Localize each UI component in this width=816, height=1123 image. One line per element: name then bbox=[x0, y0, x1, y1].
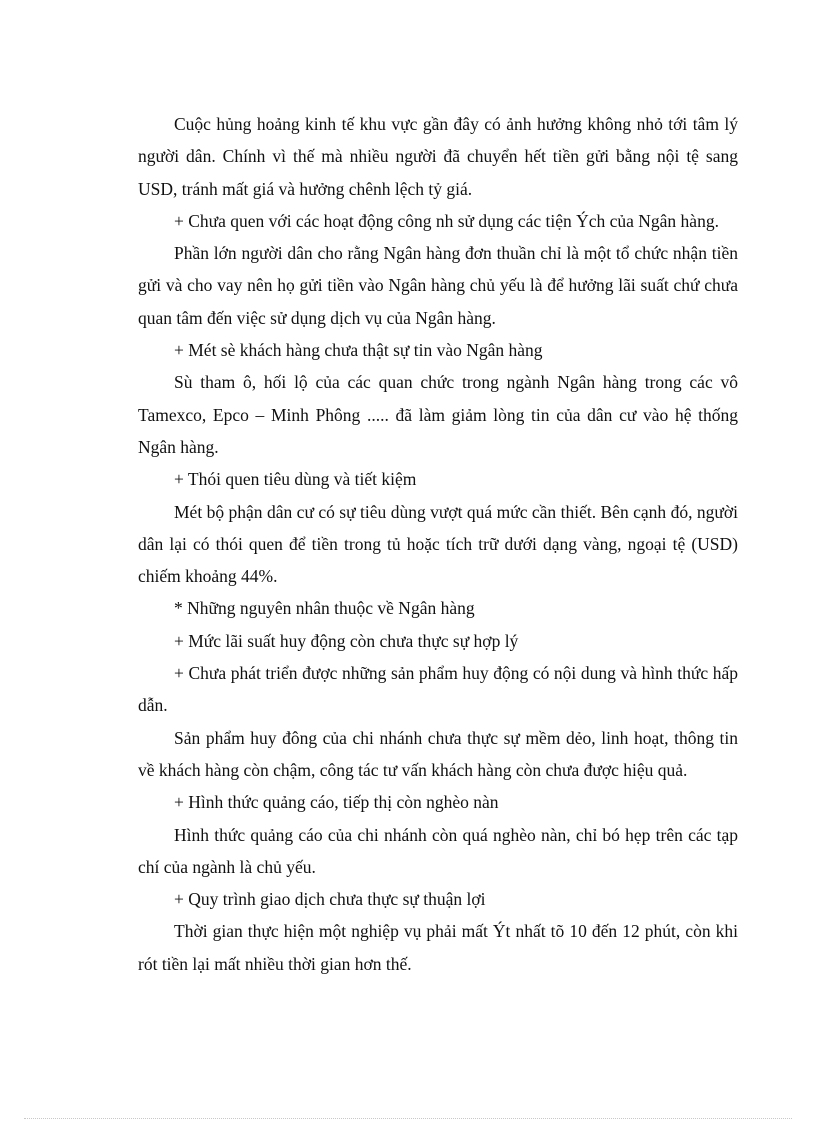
paragraph-unfamiliar-services: + Chưa quen với các hoạt động công nh sử dụng các tiện Ých của Ngân hàng. bbox=[174, 210, 719, 231]
paragraph-advertising-heading: + Hình thức quảng cáo, tiếp thị còn nghèo nàn bbox=[174, 792, 499, 813]
paragraph-products: Sản phẩm huy đông của chi nhánh chưa thực sự mềm dẻo, linh hoạt, thông tin về khách hàng còn chậm, công tác tư vấn khách hàng còn chưa được hiệu quả. bbox=[138, 727, 738, 780]
paragraph-interest-rate: + Mức lãi suất huy động còn chưa thực sự hợp lý bbox=[174, 630, 519, 651]
paragraph-consumption: Mét bộ phận dân cư có sự tiêu dùng vượt quá mức cần thiết. Bên cạnh đó, người dân lại có thói quen để tiền trong tủ hoặc tích trữ dưới dạng vàng, ngoại tệ (USD) chiếm khoảng 44%. bbox=[138, 501, 738, 587]
page-bottom-divider bbox=[24, 1118, 792, 1119]
paragraph-procedure-heading: + Quy trình giao dịch chưa thực sự thuận lợi bbox=[174, 889, 486, 910]
paragraph-distrust-heading: + Mét sè khách hàng chưa thật sự tin vào Ngân hàng bbox=[174, 340, 543, 361]
paragraph-bank-perception: Phần lớn người dân cho rằng Ngân hàng đơn thuần chỉ là một tổ chức nhận tiền gửi và cho vay nên họ gửi tiền vào Ngân hàng chủ yếu là để hưởng lãi suất chứ chưa quan tâm đến việc sử dụng dịch vụ của Ngân hàng. bbox=[138, 243, 738, 328]
paragraph-advertising: Hình thức quảng cáo của chi nhánh còn quá nghèo nàn, chỉ bó hẹp trên các tạp chí của ngành là chủ yếu. bbox=[138, 824, 738, 877]
paragraph-products-heading: + Chưa phát triển được những sản phẩm huy động có nội dung và hình thức hấp dẫn. bbox=[138, 663, 738, 716]
paragraph-procedure: Thời gian thực hiện một nghiệp vụ phải mất Ýt nhất tõ 10 đến 12 phút, còn khi rót tiền lại mất nhiều thời gian hơn thế. bbox=[138, 921, 738, 974]
document-body bbox=[138, 108, 738, 980]
paragraph-bank-causes-heading: * Những nguyên nhân thuộc về Ngân hàng bbox=[174, 598, 475, 619]
paragraph-crisis-impact: Cuộc hủng hoảng kinh tế khu vực gần đây có ảnh hưởng không nhỏ tới tâm lý người dân. Chính vì thế mà nhiều người đã chuyển hết tiền gửi bằng nội tệ sang USD, tránh mất giá và hưởng chênh lệch tỷ giá. bbox=[138, 114, 738, 199]
paragraph-habits-heading: + Thói quen tiêu dùng và tiết kiệm bbox=[174, 469, 417, 490]
paragraph-corruption: Sù tham ô, hối lộ của các quan chức trong ngành Ngân hàng trong các vô Tamexco, Epco – Minh Phông ..... đã làm giảm lòng tin của dân cư vào hệ thống Ngân hàng. bbox=[138, 372, 738, 457]
